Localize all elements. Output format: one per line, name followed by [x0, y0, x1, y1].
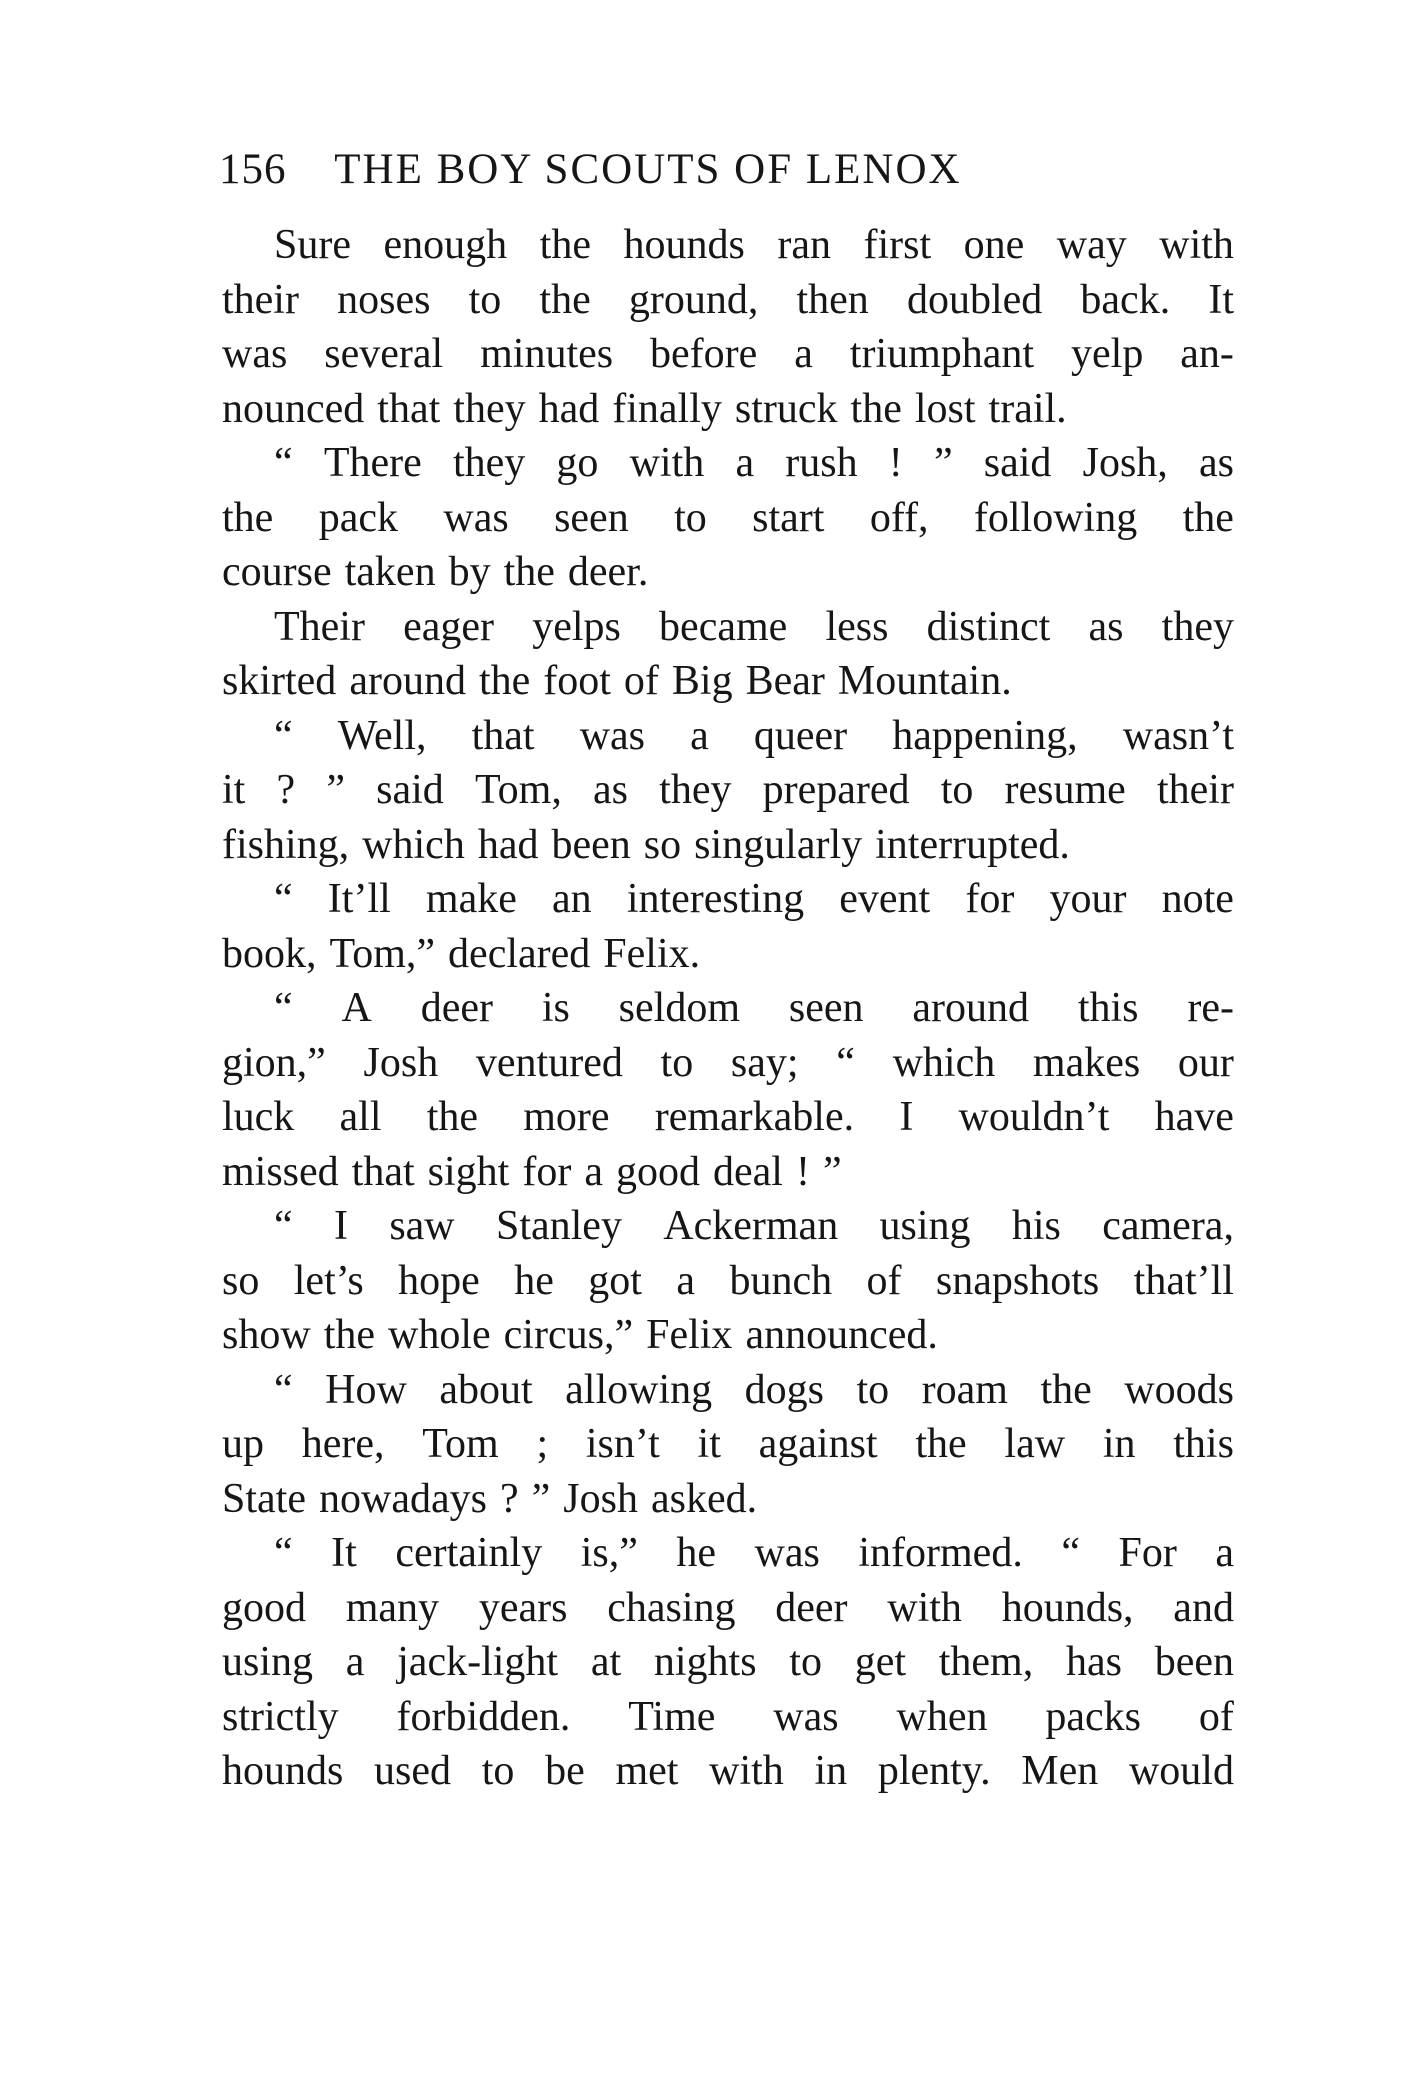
word: “ [274, 985, 293, 1031]
word: Sure [274, 222, 351, 268]
word: of [1198, 1693, 1234, 1740]
word: less [825, 603, 889, 650]
word: course [222, 549, 332, 595]
word: strictly [222, 1693, 339, 1740]
word: missed [222, 1148, 339, 1195]
word: seen [554, 494, 629, 541]
word: dogs [744, 1366, 824, 1413]
word: start [752, 494, 825, 541]
word: resume [1004, 767, 1126, 813]
word: a [690, 712, 709, 759]
word: fishing, [222, 821, 350, 868]
word: say; [730, 1039, 799, 1086]
word: have [1154, 1094, 1234, 1140]
word: became [659, 603, 788, 650]
word: ? [499, 1475, 519, 1522]
word: was [754, 1530, 820, 1576]
text-line [222, 1526, 1234, 1581]
word: which [362, 821, 465, 868]
text-line [222, 818, 1234, 873]
word: that [471, 712, 535, 759]
word: It [331, 1530, 357, 1576]
word: they [452, 440, 526, 486]
word: note [1161, 876, 1234, 922]
word: they [659, 767, 732, 813]
word: luck [222, 1094, 295, 1140]
word: with [1159, 222, 1234, 268]
word: a [345, 1639, 365, 1685]
word: good [615, 1148, 700, 1195]
word: deal [712, 1148, 783, 1195]
word: the [222, 494, 274, 541]
word: a [1215, 1530, 1234, 1576]
word: ” [531, 1475, 551, 1522]
word: a [794, 331, 813, 377]
word: years [478, 1584, 568, 1631]
word: triumphant [849, 331, 1035, 377]
word: taken [344, 549, 436, 595]
text-line [222, 273, 1234, 328]
word: their [222, 276, 299, 323]
word: pack [318, 494, 398, 541]
word: his [1011, 1203, 1061, 1249]
word: this [1173, 1421, 1234, 1467]
text-line [222, 1690, 1234, 1745]
word: nowadays [318, 1475, 487, 1522]
word: woods [1124, 1366, 1234, 1413]
word: ! [888, 440, 903, 486]
word: packs [1045, 1693, 1142, 1740]
word: asked. [650, 1475, 758, 1522]
word: with [887, 1584, 962, 1631]
word: to [481, 1748, 515, 1794]
word: about [439, 1366, 533, 1413]
body-text [222, 218, 1234, 1799]
word: them, [938, 1639, 1034, 1685]
word: so [222, 1257, 260, 1304]
word: the [323, 1312, 375, 1358]
word: more [523, 1094, 610, 1140]
word: up [222, 1421, 264, 1467]
word: informed. [858, 1530, 1023, 1576]
word: Tom,” [329, 930, 436, 977]
word: to [674, 494, 707, 541]
word: event [839, 876, 931, 922]
word: “ [274, 876, 293, 922]
word: minutes [480, 331, 614, 377]
word: distinct [926, 603, 1051, 650]
word: bunch [729, 1257, 833, 1304]
word: been [1154, 1639, 1234, 1685]
word: nounced [222, 385, 365, 432]
word: deer [420, 985, 493, 1031]
word: had [477, 821, 539, 868]
text-line [222, 218, 1234, 273]
word: For [1118, 1530, 1177, 1576]
word: hounds [623, 222, 745, 268]
word: a [676, 1257, 696, 1304]
word: “ [274, 712, 293, 759]
word: I [899, 1094, 914, 1140]
word: they [1161, 603, 1234, 650]
word: “ [274, 1530, 293, 1576]
word: Their [274, 603, 365, 650]
word: There [323, 440, 422, 486]
word: Mountain. [837, 658, 1012, 704]
word: an [552, 876, 592, 922]
word: plenty. [877, 1748, 991, 1794]
word: “ [1061, 1530, 1080, 1576]
word: deer [775, 1584, 848, 1631]
word: yelp [1071, 331, 1144, 377]
word: all [339, 1094, 382, 1140]
text-line [222, 927, 1234, 982]
word: to [789, 1639, 822, 1685]
word: wasn’t [1122, 712, 1234, 759]
word: the [915, 1421, 967, 1467]
word: at [590, 1639, 622, 1685]
word: good [222, 1584, 306, 1631]
text-line [222, 1090, 1234, 1145]
word: law [1004, 1421, 1066, 1467]
word: that [351, 1148, 415, 1195]
word: ; [536, 1421, 549, 1467]
word: around [912, 985, 1029, 1031]
word: ” [326, 767, 345, 813]
word: Josh, [1082, 440, 1168, 486]
word: be [545, 1748, 585, 1794]
word: many [345, 1584, 440, 1631]
word: before [650, 331, 758, 377]
word: the [478, 658, 531, 704]
word: Stanley [495, 1203, 622, 1249]
word: in [814, 1748, 848, 1794]
word: Bear [745, 658, 825, 704]
word: ! [795, 1148, 810, 1195]
word: of [866, 1257, 902, 1304]
text-line [222, 654, 1234, 709]
word: “ [836, 1039, 855, 1086]
word: saw [389, 1203, 455, 1249]
word: “ [274, 1203, 293, 1249]
word: they [453, 385, 526, 432]
word: finally [612, 385, 722, 432]
word: the [503, 549, 555, 595]
word: several [324, 331, 444, 377]
word: ” [933, 440, 953, 486]
word: to [660, 1039, 694, 1086]
word: gion,” [222, 1039, 326, 1086]
text-line [222, 545, 1234, 600]
word: and [1173, 1584, 1234, 1631]
word: is,” [580, 1530, 638, 1576]
word: Men [1021, 1748, 1099, 1794]
word: Felix [646, 1312, 733, 1358]
text-line [222, 709, 1234, 764]
word: to [856, 1366, 890, 1413]
text-line [222, 1199, 1234, 1254]
word: with [709, 1748, 784, 1794]
word: snapshots [935, 1257, 1100, 1304]
word: allowing [565, 1366, 713, 1413]
word: with [629, 440, 705, 486]
word: interesting [626, 876, 805, 922]
word: he [676, 1530, 717, 1576]
word: to [940, 767, 974, 813]
word: had [538, 385, 600, 432]
word: struck [734, 385, 838, 432]
word: said [983, 440, 1052, 486]
word: re- [1187, 985, 1234, 1031]
word: skirted [222, 658, 337, 704]
running-header [219, 140, 962, 200]
word: when [896, 1693, 988, 1740]
word: the [539, 276, 591, 323]
word: first [863, 222, 932, 268]
word: our [1177, 1039, 1234, 1086]
word: using [222, 1639, 314, 1685]
text-line [222, 491, 1234, 546]
text-line [222, 1036, 1234, 1091]
text-line [222, 1308, 1234, 1363]
word: he [514, 1257, 554, 1304]
word: an- [1180, 331, 1234, 377]
word: your [1049, 876, 1127, 922]
running-title: THE BOY SCOUTS OF LENOX [334, 146, 962, 193]
word: singularly [694, 821, 863, 868]
word: the [850, 385, 902, 432]
word: hounds, [1001, 1584, 1134, 1631]
word: ran [777, 222, 831, 268]
word: so [643, 821, 682, 868]
page-number: 156 [219, 146, 287, 193]
word: isn’t [585, 1421, 660, 1467]
word: that [377, 385, 441, 432]
word: trail. [988, 385, 1067, 432]
word: this [1077, 985, 1139, 1031]
word: way [1056, 222, 1127, 268]
word: certainly [395, 1530, 543, 1576]
word: declared [448, 930, 591, 977]
word: ventured [475, 1039, 623, 1086]
text-line [222, 327, 1234, 382]
word: camera, [1102, 1203, 1234, 1249]
word: A [341, 985, 372, 1031]
word: queer [753, 712, 848, 759]
word: announced. [745, 1312, 938, 1358]
word: Felix. [603, 930, 701, 977]
word: in [1102, 1421, 1136, 1467]
word: seen [788, 985, 864, 1031]
word: book, [222, 930, 317, 977]
word: against [758, 1421, 878, 1467]
text-line [222, 436, 1234, 491]
word: roam [921, 1366, 1008, 1413]
word: remarkable. [654, 1094, 855, 1140]
word: following [973, 494, 1138, 541]
word: off, [869, 494, 929, 541]
word: Josh [363, 1039, 439, 1086]
word: eager [403, 603, 495, 650]
word: a [735, 440, 755, 486]
text-line [222, 600, 1234, 655]
word: seldom [618, 985, 740, 1031]
word: using [879, 1203, 971, 1249]
word: was [579, 712, 646, 759]
word: wouldn’t [958, 1094, 1110, 1140]
word: let’s [293, 1257, 364, 1304]
word: one [963, 222, 1025, 268]
word: get [854, 1639, 907, 1685]
word: around [349, 658, 466, 704]
word: been [551, 821, 631, 868]
word: Well, [337, 712, 427, 759]
text-line [222, 1417, 1234, 1472]
word: has [1065, 1639, 1122, 1685]
word: How [325, 1366, 407, 1413]
word: it [697, 1421, 721, 1467]
word: here, [301, 1421, 385, 1467]
word: it [222, 767, 246, 813]
word: show [222, 1312, 311, 1358]
word: as [1198, 440, 1234, 486]
word: then [796, 276, 869, 323]
word: makes [1032, 1039, 1141, 1086]
word: jack-light [397, 1639, 559, 1685]
word: ” [822, 1148, 842, 1195]
word: happening, [892, 712, 1078, 759]
word: would [1128, 1748, 1234, 1794]
word: said [376, 767, 444, 813]
text-line [222, 1472, 1234, 1527]
word: for [965, 876, 1015, 922]
word: whole [388, 1312, 491, 1358]
word: chasing [607, 1584, 736, 1631]
word: of [623, 658, 659, 704]
word: hope [398, 1257, 480, 1304]
word: go [556, 440, 599, 486]
word: used [374, 1748, 452, 1794]
word: a [584, 1148, 603, 1195]
word: noses [337, 276, 431, 323]
word: that’ll [1133, 1257, 1234, 1304]
word: which [892, 1039, 996, 1086]
word: enough [383, 222, 508, 268]
word: hounds [222, 1748, 344, 1794]
word: the [426, 1094, 479, 1140]
word: prepared [762, 767, 910, 813]
word: “ [274, 1366, 293, 1413]
word: met [615, 1748, 679, 1794]
word: back. [1080, 276, 1171, 323]
word: the [1182, 494, 1234, 541]
word: circus,” [503, 1312, 634, 1358]
word: the [539, 222, 591, 268]
word: Tom, [474, 767, 562, 813]
word: ? [276, 767, 296, 813]
word: deer. [567, 549, 649, 595]
word: “ [274, 440, 293, 486]
word: Ackerman [663, 1203, 839, 1249]
word: yelps [532, 603, 621, 650]
word: Time [628, 1693, 716, 1740]
word: got [588, 1257, 642, 1304]
word: nights [653, 1639, 757, 1685]
word: forbidden. [396, 1693, 571, 1740]
word: Josh [563, 1475, 638, 1522]
text-line [222, 1145, 1234, 1200]
word: Big [671, 658, 733, 704]
word: interrupted. [875, 821, 1070, 868]
text-line [222, 872, 1234, 927]
word: was [443, 494, 509, 541]
word: the [1040, 1366, 1092, 1413]
word: doubled [906, 276, 1043, 323]
word: State [222, 1475, 306, 1522]
word: was [222, 331, 288, 377]
text-line [222, 981, 1234, 1036]
text-line [222, 1635, 1234, 1690]
word: I [333, 1203, 348, 1249]
text-line [222, 1254, 1234, 1309]
word: their [1156, 767, 1234, 813]
word: was [773, 1693, 839, 1740]
word: by [448, 549, 491, 595]
word: for [522, 1148, 572, 1195]
word: It’ll [327, 876, 391, 922]
text-line [222, 1581, 1234, 1636]
text-line [222, 1363, 1234, 1418]
word: foot [543, 658, 611, 704]
word: ground, [628, 276, 759, 323]
word: sight [427, 1148, 510, 1195]
word: rush [785, 440, 858, 486]
text-line [222, 763, 1234, 818]
word: Tom [422, 1421, 499, 1467]
word: It [1208, 276, 1234, 323]
word: to [468, 276, 502, 323]
word: lost [914, 385, 976, 432]
word: as [593, 767, 628, 813]
word: make [425, 876, 517, 922]
word: as [1088, 603, 1124, 650]
word: is [541, 985, 570, 1031]
text-line [222, 382, 1234, 437]
text-line [222, 1744, 1234, 1799]
